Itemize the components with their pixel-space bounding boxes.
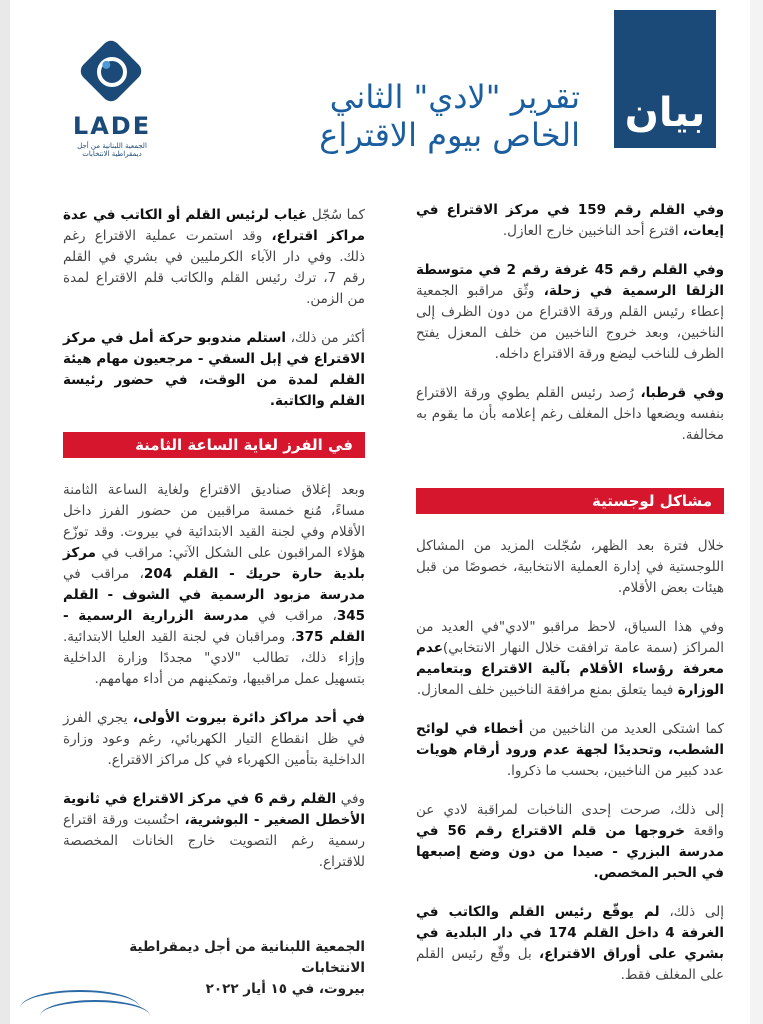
signature-footer [63, 937, 365, 1000]
paragraph: في أحد مراكز دائرة بيروت الأولى، يجري الفرز في ظل انقطاع التيار الكهربائي، رغم وعود وزارة الداخلية بتأمين الكهرباء في كل مراكز الاقتراع. [63, 710, 366, 768]
left-column [63, 205, 365, 891]
document-title [260, 78, 580, 154]
decorative-curve [40, 1000, 150, 1024]
page-edge [750, 0, 763, 1024]
paragraph: أكثر من ذلك، استلم مندوبو حركة أمل في مركز الاقتراع في إبل السقي - مرجعيون مهام هيئة القلم لمدة من الوقت، في حضور رئيسة القلم والكاتبة. [63, 330, 365, 409]
logo-subtitle: الجمعية اللبنانية من أجل ديمقراطية الانتخابات [77, 142, 147, 158]
paragraph: وفي القلم رقم 6 في مركز الاقتراع في ثانوية الأخطل الصغير - البوشرية، احتُسبت ورقة اقتراع رسمية رغم التصويت خارج الخانات المخصصة للاقتراع. [63, 791, 365, 870]
paragraph: وفي قرطبا، رُصد رئيس القلم يطوي ورقة الاقتراع بنفسه ويضعها داخل المغلف رغم إعلامه بأن ما يقوم به مخالفة. [416, 385, 724, 443]
right-column [416, 200, 724, 1004]
paragraph: وفي هذا السياق، لاحظ مراقبو "لادي"في العديد من المراكز (سمة عامة ترافقت خلال النهار الانتخابي)عدم معرفة رؤساء الأقلام بآلية الاقتراع وبتعاميم الوزارة فيما يتعلق بمنع مرافقة الناخبين خلف المعازل. [416, 619, 724, 698]
lade-logo [62, 42, 172, 157]
paragraph: كما اشتكى العديد من الناخبين من أخطاء في لوائح الشطب، وتحديدًا لجهة عدم ورود أرقام هويات عدد كبير من الناخبين، بحسب ما ذكروا. [416, 721, 724, 779]
paragraph: خلال فترة بعد الظهر، سُجّلت المزيد من المشاكل اللوجستية في إدارة العملية الانتخابية، خصوصًا من قبل هيئات بعض الأقلام. [416, 538, 724, 596]
section-heading-counting: في الفرز لغاية الساعة الثامنة [63, 432, 365, 458]
footer-organization: الجمعية اللبنانية من أجل ديمقراطية الانتخابات [129, 939, 365, 976]
footer-date: بيروت، في ١٥ أيار ٢٠٢٢ [205, 981, 365, 997]
paragraph: وفي القلم رقم 45 غرفة رقم 2 في متوسطة الزلقا الرسمية في زحلة، وثّق مراقبو الجمعية إعطاء رئيس القلم ورقة الاقتراع من دون الظرف إلى الناخبين، وبعد خروج الناخبين من خلف المعزل يفتح الظرف للناخب ليضع ورقة الاقتراع داخله. [416, 262, 724, 362]
logo-text: LADE [72, 112, 152, 140]
paragraph: إلى ذلك، صرحت إحدى الناخبات لمراقبة لادي عن واقعة خروجها من قلم الاقتراع رقم 56 في مدرسة البزري - صيدا من دون وضع إصبعها في الحبر المخصص. [416, 802, 725, 881]
section-heading-logistics: مشاكل لوجستية [416, 488, 724, 514]
statement-badge: بيان [614, 10, 716, 148]
paragraph: وفي القلم رقم 159 في مركز الاقتراع في إيعات، اقترع أحد الناخبين خارج العازل. [416, 202, 724, 239]
document-page [10, 0, 750, 1024]
paragraph: وبعد إغلاق صناديق الاقتراع ولغاية الساعة الثامنة مساءً، مُنع خمسة مراقبين من حضور الفرز داخل الأقلام وفي لجنة القيد الابتدائية في بيروت. وقد توزّع هؤلاء المراقبون على الشكل الآتي: مراقب في مركز بلدية حارة حريك - القلم 204، مراقب في مدرسة مزبود الرسمية في الشوف - القلم 345، مراقب في مدرسة الزرارية الرسمية - القلم 375، ومراقبان في لجنة القيد العليا الابتدائية. وإزاء ذلك، تطالب "لادي" مجددًا وزارة الداخلية بتسهيل عمل مراقبيها، وتمكينهم من أداء مهامهم. [63, 482, 365, 687]
paragraph: كما سُجّل غياب لرئيس القلم أو الكاتب في عدة مراكز اقتراع، وقد استمرت عملية الاقتراع رغم ذلك. وفي دار الآباء الكرمليين في بشري في القلم رقم 7، ترك رئيس القلم والكاتب قلم الاقتراع لمدة من الزمن. [63, 207, 366, 307]
paragraph: إلى ذلك، لم يوقّع رئيس القلم والكاتب في الغرفة 4 داخل القلم 174 في دار البلدية في بشري على أوراق الاقتراع، بل وقّع رئيس القلم على المغلف فقط. [416, 904, 725, 983]
title-line-2: الخاص بيوم الاقتراع [319, 116, 580, 154]
title-line-1: تقرير "لادي" الثاني [329, 78, 580, 116]
